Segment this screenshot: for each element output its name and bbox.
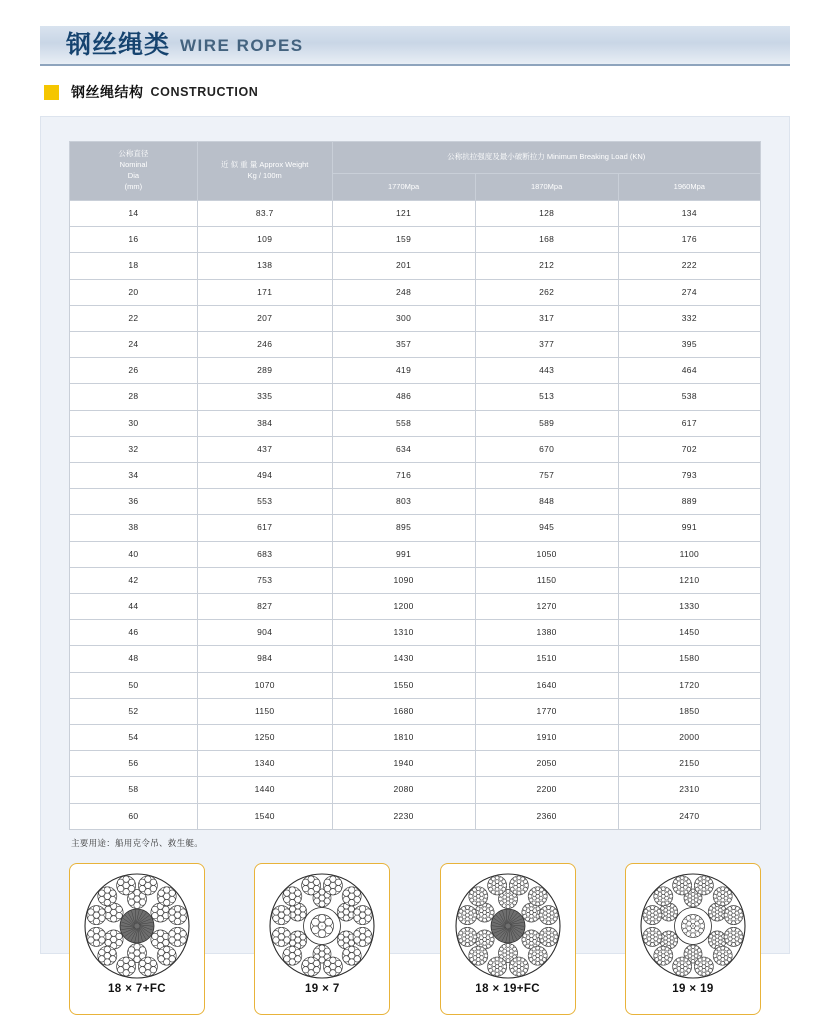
table-cell: 553 bbox=[197, 489, 332, 515]
table-cell: 1150 bbox=[197, 698, 332, 724]
table-cell: 2470 bbox=[618, 803, 760, 829]
rope-figure-row bbox=[69, 863, 761, 1015]
table-cell: 486 bbox=[332, 384, 475, 410]
th-approx-weight-line2: Kg / 100m bbox=[200, 171, 330, 182]
table-cell: 753 bbox=[197, 567, 332, 593]
page bbox=[0, 26, 830, 1026]
rope-18x7-fc bbox=[69, 863, 205, 1015]
table-row bbox=[70, 332, 761, 358]
table-cell: 437 bbox=[197, 436, 332, 462]
section-heading-cn: 钢丝绳结构 bbox=[71, 82, 144, 102]
rope-diagram-icon bbox=[266, 870, 378, 982]
table-cell: 83.7 bbox=[197, 201, 332, 227]
table-row bbox=[70, 725, 761, 751]
table-cell: 317 bbox=[475, 305, 618, 331]
table-row bbox=[70, 515, 761, 541]
table-cell: 1070 bbox=[197, 672, 332, 698]
table-row bbox=[70, 253, 761, 279]
table-row bbox=[70, 358, 761, 384]
table-cell: 30 bbox=[70, 410, 198, 436]
th-nominal-dia-line1: 公称直径 bbox=[72, 149, 195, 160]
table-cell: 24 bbox=[70, 332, 198, 358]
specification-table bbox=[69, 141, 761, 830]
table-cell: 1510 bbox=[475, 646, 618, 672]
table-cell: 332 bbox=[618, 305, 760, 331]
table-cell: 757 bbox=[475, 463, 618, 489]
table-cell: 134 bbox=[618, 201, 760, 227]
table-cell: 558 bbox=[332, 410, 475, 436]
table-cell: 904 bbox=[197, 620, 332, 646]
table-cell: 262 bbox=[475, 279, 618, 305]
table-cell: 60 bbox=[70, 803, 198, 829]
table-cell: 617 bbox=[618, 410, 760, 436]
table-cell: 895 bbox=[332, 515, 475, 541]
table-row bbox=[70, 541, 761, 567]
table-row bbox=[70, 646, 761, 672]
table-cell: 1050 bbox=[475, 541, 618, 567]
table-cell: 26 bbox=[70, 358, 198, 384]
page-title-bar bbox=[40, 26, 790, 66]
table-cell: 16 bbox=[70, 227, 198, 253]
rope-cross-section-svg bbox=[452, 870, 564, 982]
table-cell: 984 bbox=[197, 646, 332, 672]
table-cell: 991 bbox=[618, 515, 760, 541]
table-row bbox=[70, 567, 761, 593]
table-cell: 2230 bbox=[332, 803, 475, 829]
table-cell: 1940 bbox=[332, 751, 475, 777]
table-cell: 46 bbox=[70, 620, 198, 646]
table-cell: 109 bbox=[197, 227, 332, 253]
table-cell: 201 bbox=[332, 253, 475, 279]
table-cell: 702 bbox=[618, 436, 760, 462]
table-cell: 513 bbox=[475, 384, 618, 410]
table-cell: 827 bbox=[197, 594, 332, 620]
table-note: 主要用途：船用克令吊、救生艇。 bbox=[69, 837, 761, 849]
page-title-cn: 钢丝绳类 bbox=[66, 33, 170, 58]
table-cell: 138 bbox=[197, 253, 332, 279]
section-heading bbox=[40, 82, 790, 102]
table-cell: 1200 bbox=[332, 594, 475, 620]
th-nominal-dia-line3: Dia bbox=[72, 171, 195, 182]
table-cell: 222 bbox=[618, 253, 760, 279]
rope-cross-section-svg bbox=[81, 870, 193, 982]
table-cell: 1580 bbox=[618, 646, 760, 672]
table-cell: 34 bbox=[70, 463, 198, 489]
section-heading-en: CONSTRUCTION bbox=[151, 85, 259, 99]
table-cell: 991 bbox=[332, 541, 475, 567]
table-cell: 1440 bbox=[197, 777, 332, 803]
table-cell: 48 bbox=[70, 646, 198, 672]
table-cell: 1380 bbox=[475, 620, 618, 646]
table-cell: 2150 bbox=[618, 751, 760, 777]
table-cell: 36 bbox=[70, 489, 198, 515]
table-row bbox=[70, 463, 761, 489]
table-cell: 634 bbox=[332, 436, 475, 462]
table-row bbox=[70, 201, 761, 227]
table-cell: 2310 bbox=[618, 777, 760, 803]
rope-figure-label: 18 × 19+FC bbox=[475, 983, 540, 995]
rope-cross-section-svg bbox=[266, 870, 378, 982]
table-cell: 171 bbox=[197, 279, 332, 305]
table-row bbox=[70, 594, 761, 620]
table-cell: 2080 bbox=[332, 777, 475, 803]
table-cell: 494 bbox=[197, 463, 332, 489]
table-row bbox=[70, 777, 761, 803]
table-cell: 274 bbox=[618, 279, 760, 305]
table-cell: 38 bbox=[70, 515, 198, 541]
table-cell: 2360 bbox=[475, 803, 618, 829]
table-cell: 1640 bbox=[475, 672, 618, 698]
table-cell: 1210 bbox=[618, 567, 760, 593]
table-row bbox=[70, 620, 761, 646]
table-cell: 377 bbox=[475, 332, 618, 358]
table-cell: 50 bbox=[70, 672, 198, 698]
table-cell: 58 bbox=[70, 777, 198, 803]
table-cell: 803 bbox=[332, 489, 475, 515]
table-cell: 28 bbox=[70, 384, 198, 410]
table-cell: 357 bbox=[332, 332, 475, 358]
square-bullet-icon bbox=[44, 85, 59, 100]
table-cell: 464 bbox=[618, 358, 760, 384]
table-cell: 1550 bbox=[332, 672, 475, 698]
table-row bbox=[70, 698, 761, 724]
table-cell: 248 bbox=[332, 279, 475, 305]
table-cell: 848 bbox=[475, 489, 618, 515]
table-row bbox=[70, 384, 761, 410]
table-cell: 617 bbox=[197, 515, 332, 541]
table-body bbox=[70, 201, 761, 830]
table-cell: 1090 bbox=[332, 567, 475, 593]
th-nominal-dia bbox=[70, 142, 198, 201]
th-approx-weight bbox=[197, 142, 332, 201]
rope-diagram-icon bbox=[637, 870, 749, 982]
table-cell: 1810 bbox=[332, 725, 475, 751]
table-cell: 1770 bbox=[475, 698, 618, 724]
table-cell: 44 bbox=[70, 594, 198, 620]
th-mpa-1960: 1960Mpa bbox=[618, 174, 760, 201]
th-nominal-dia-line2: Nominal bbox=[72, 160, 195, 171]
table-cell: 176 bbox=[618, 227, 760, 253]
table-cell: 1340 bbox=[197, 751, 332, 777]
table-cell: 1250 bbox=[197, 725, 332, 751]
th-breaking-load-group: 公称抗拉强度及最小破断拉力 Minimum Breaking Load (KN) bbox=[332, 142, 760, 174]
table-cell: 54 bbox=[70, 725, 198, 751]
table-row bbox=[70, 279, 761, 305]
table-cell: 395 bbox=[618, 332, 760, 358]
table-cell: 1910 bbox=[475, 725, 618, 751]
table-cell: 20 bbox=[70, 279, 198, 305]
table-cell: 2050 bbox=[475, 751, 618, 777]
table-row bbox=[70, 436, 761, 462]
table-cell: 793 bbox=[618, 463, 760, 489]
page-title-en: WIRE ROPES bbox=[180, 37, 304, 54]
table-cell: 1540 bbox=[197, 803, 332, 829]
table-row bbox=[70, 305, 761, 331]
table-cell: 1150 bbox=[475, 567, 618, 593]
th-approx-weight-line1: 近 似 重 量 Approx Weight bbox=[200, 160, 330, 171]
table-cell: 52 bbox=[70, 698, 198, 724]
table-cell: 1720 bbox=[618, 672, 760, 698]
table-cell: 335 bbox=[197, 384, 332, 410]
table-cell: 40 bbox=[70, 541, 198, 567]
rope-figure-label: 19 × 19 bbox=[672, 983, 714, 995]
table-row bbox=[70, 751, 761, 777]
table-cell: 589 bbox=[475, 410, 618, 436]
table-cell: 168 bbox=[475, 227, 618, 253]
th-nominal-dia-line4: (mm) bbox=[72, 182, 195, 193]
table-cell: 538 bbox=[618, 384, 760, 410]
table-cell: 128 bbox=[475, 201, 618, 227]
table-cell: 945 bbox=[475, 515, 618, 541]
table-row bbox=[70, 410, 761, 436]
table-cell: 1330 bbox=[618, 594, 760, 620]
table-cell: 1450 bbox=[618, 620, 760, 646]
table-cell: 56 bbox=[70, 751, 198, 777]
table-header-row-1 bbox=[70, 142, 761, 174]
table-cell: 246 bbox=[197, 332, 332, 358]
table-cell: 212 bbox=[475, 253, 618, 279]
table-cell: 22 bbox=[70, 305, 198, 331]
table-row bbox=[70, 672, 761, 698]
table-cell: 300 bbox=[332, 305, 475, 331]
table-cell: 18 bbox=[70, 253, 198, 279]
table-head bbox=[70, 142, 761, 201]
table-cell: 1430 bbox=[332, 646, 475, 672]
table-cell: 670 bbox=[475, 436, 618, 462]
rope-cross-section-svg bbox=[637, 870, 749, 982]
rope-diagram-icon bbox=[81, 870, 193, 982]
table-cell: 419 bbox=[332, 358, 475, 384]
table-cell: 2200 bbox=[475, 777, 618, 803]
table-cell: 889 bbox=[618, 489, 760, 515]
rope-figure-label: 19 × 7 bbox=[305, 983, 340, 995]
content-panel bbox=[40, 116, 790, 954]
table-cell: 683 bbox=[197, 541, 332, 567]
th-mpa-1870: 1870Mpa bbox=[475, 174, 618, 201]
rope-19x19 bbox=[625, 863, 761, 1015]
table-cell: 207 bbox=[197, 305, 332, 331]
table-cell: 1100 bbox=[618, 541, 760, 567]
table-cell: 121 bbox=[332, 201, 475, 227]
table-row bbox=[70, 489, 761, 515]
table-cell: 1850 bbox=[618, 698, 760, 724]
rope-diagram-icon bbox=[452, 870, 564, 982]
table-row bbox=[70, 227, 761, 253]
table-cell: 443 bbox=[475, 358, 618, 384]
table-cell: 14 bbox=[70, 201, 198, 227]
table-cell: 1680 bbox=[332, 698, 475, 724]
table-cell: 716 bbox=[332, 463, 475, 489]
rope-18x19-fc bbox=[440, 863, 576, 1015]
table-cell: 289 bbox=[197, 358, 332, 384]
table-cell: 42 bbox=[70, 567, 198, 593]
table-row bbox=[70, 803, 761, 829]
rope-19x7 bbox=[254, 863, 390, 1015]
table-cell: 384 bbox=[197, 410, 332, 436]
th-mpa-1770: 1770Mpa bbox=[332, 174, 475, 201]
table-cell: 1270 bbox=[475, 594, 618, 620]
rope-figure-label: 18 × 7+FC bbox=[108, 983, 166, 995]
table-cell: 159 bbox=[332, 227, 475, 253]
table-cell: 32 bbox=[70, 436, 198, 462]
table-cell: 1310 bbox=[332, 620, 475, 646]
table-cell: 2000 bbox=[618, 725, 760, 751]
